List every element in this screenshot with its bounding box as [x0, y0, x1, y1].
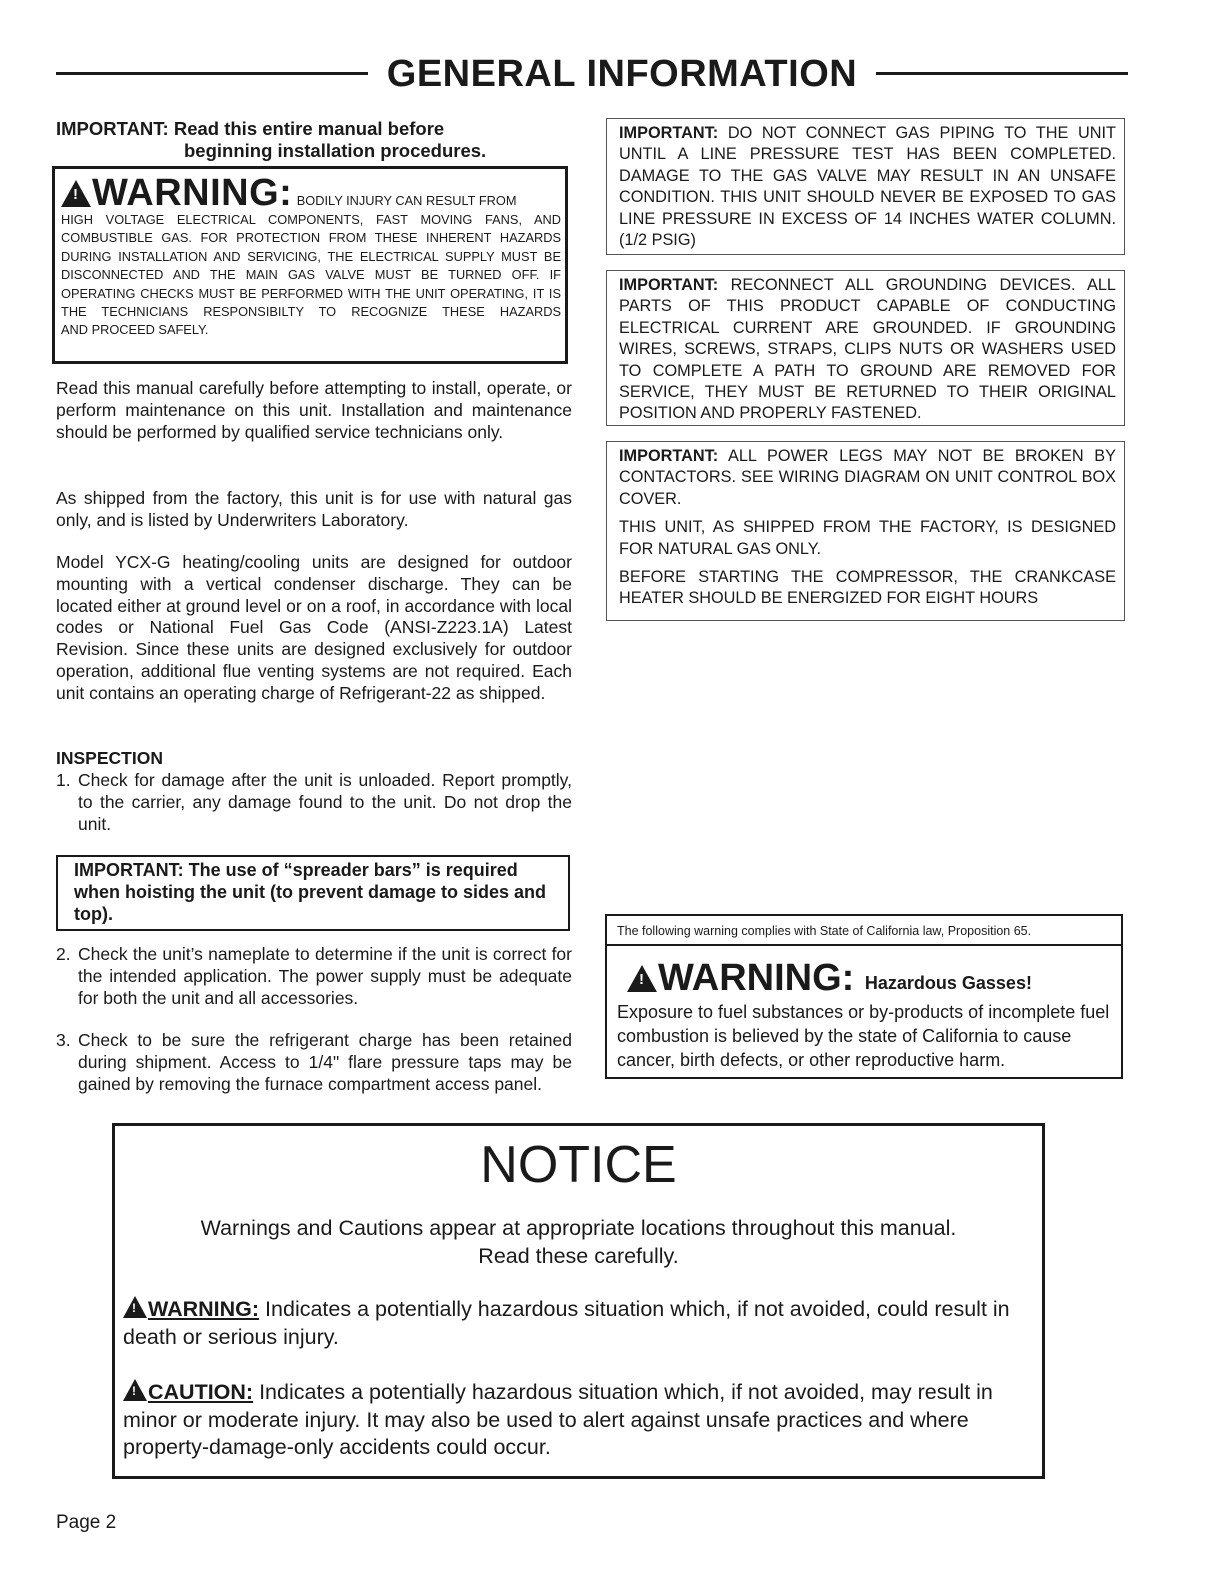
prop65-note: The following warning complies with State of California law, Proposition 65.: [617, 924, 1032, 938]
model-description-paragraph: Model YCX-G heating/cooling units are designed for outdoor mounting with a vertical condenser discharge. They can be located either at ground level or on a roof, in accordance with local codes or National Fuel Gas Code (ANSI-Z223.1A) Latest Revision. Since these units are designed exclusively for outdoor operation, additional flue venting systems are not required. Each unit contains an operating charge of Refrigerant-22 as shipped.: [56, 552, 572, 703]
prop65-subheading: Hazardous Gasses!: [864, 973, 1032, 993]
important-power-text: ALL POWER LEGS MAY NOT BE BROKEN BY CONTACTORS. SEE WIRING DIAGRAM ON UNIT CONTROL BOX COVER.: [619, 447, 1116, 508]
important-ground-text: RECONNECT ALL GROUNDING DEVICES. ALL PARTS OF THIS PRODUCT CAPABLE OF CONDUCTING ELECTRICAL CURRENT ARE GROUNDED. IF GROUNDING WIRES, SCREWS, STRAPS, CLIPS NUTS OR WASHERS USED TO COMPLETE A PATH TO GROUND ARE REMOVED FOR SERVICE, THEY MUST BE RETURNED TO THEIR ORIGINAL POSITION AND PROPERLY FASTENED.: [619, 276, 1116, 423]
natural-gas-only-text: THIS UNIT, AS SHIPPED FROM THE FACTORY, IS DESIGNED FOR NATURAL GAS ONLY.: [619, 518, 1116, 558]
notice-box: [112, 1123, 1045, 1479]
prop65-heading-row: [627, 958, 1032, 1003]
natural-gas-paragraph: As shipped from the factory, this unit is for use with natural gas only, and is listed by Underwriters Laboratory.: [56, 488, 572, 530]
prop65-warning-box: [605, 914, 1123, 1079]
warning-body: HIGH VOLTAGE ELECTRICAL COMPONENTS, FAST MOVING FANS, AND COMBUSTIBLE GAS. FOR PROTECTION FROM THESE INHERENT HAZARDS DURING INSTALLATION AND SERVICING, THE ELECTRICAL SUPPLY MUST BE DISCONNECTED AND THE MAIN GAS VALVE MUST BE TURNED OFF. IF OPERATING CHECKS MUST BE PERFORMED WITH THE UNIT OPERATING, IT IS THE TECHNICIANS RESPONSIBILTY TO RECOGNIZE THESE HAZARDS: [61, 212, 561, 320]
notice-intro-line1: Warnings and Cautions appear at appropriate locations throughout this manual.: [200, 1216, 957, 1240]
spreader-bars-notice: IMPORTANT: The use of “spreader bars” is required when hoisting the unit (to prevent damage to sides and top).: [56, 855, 570, 931]
caution-term: CAUTION:: [148, 1380, 254, 1404]
item-text: Check the unit’s nameplate to determine if the unit is correct for the intended application. The power supply must be adequate for both the unit and all accessories.: [78, 944, 572, 1008]
page-number: Page 2: [56, 1512, 117, 1533]
notice-intro: [115, 1214, 1042, 1270]
warning-lead: BODILY INJURY CAN RESULT FROM: [296, 193, 517, 208]
notice-caution-definition: [123, 1379, 1035, 1462]
notice-title: NOTICE: [480, 1136, 677, 1194]
important-label: IMPORTANT:: [619, 276, 719, 294]
item-number: 1.: [56, 770, 71, 790]
title-row: [56, 52, 1128, 96]
caution-definition-text: Indicates a potentially hazardous situation which, if not avoided, may result in minor or moderate injury. It may also be used to alert against unsafe practices and where property-damage-only accidents could occur.: [123, 1380, 993, 1459]
prop65-divider: [607, 944, 1121, 946]
inspection-item: [56, 770, 572, 835]
inspection-heading: INSPECTION: [56, 748, 163, 768]
important-read-notice: [56, 118, 576, 162]
warning-triangle-icon: [627, 965, 657, 992]
title-rule-right: [876, 72, 1128, 75]
important-power-box: [606, 441, 1125, 621]
notice-intro-line2: Read these carefully.: [478, 1244, 679, 1268]
warning-box: [52, 166, 568, 364]
intro-paragraph: Read this manual carefully before attempting to install, operate, or perform maintenance on this unit. Installation and maintenance should be performed by qualified service technicians only.: [56, 378, 572, 442]
warning-triangle-icon: [123, 1296, 147, 1318]
warning-header: [61, 172, 561, 214]
warning-heading: WARNING:: [92, 172, 293, 214]
important-gas-piping-box: [606, 118, 1125, 255]
important-label: IMPORTANT:: [619, 124, 719, 142]
prop65-text: Exposure to fuel substances or by-products of incomplete fuel combustion is believed by the state of California to cause cancer, birth defects, or other reproductive harm.: [617, 1002, 1110, 1070]
warning-triangle-icon: [61, 180, 91, 207]
important-label: IMPORTANT:: [619, 447, 719, 465]
inspection-item: [56, 1030, 572, 1095]
important-gas-text: DO NOT CONNECT GAS PIPING TO THE UNIT UNTIL A LINE PRESSURE TEST HAS BEEN COMPLETED. DAMAGE TO THE GAS VALVE MAY RESULT IN AN UNSAFE CONDITION. THIS UNIT SHOULD NEVER BE EXPOSED TO GAS LINE PRESSURE IN EXCESS OF 14 INCHES WATER COLUMN. (1/2 PSIG): [619, 124, 1116, 250]
important-read-line1: IMPORTANT: Read this entire manual before: [56, 118, 445, 139]
warning-last-line: AND PROCEED SAFELY.: [61, 322, 209, 338]
item-text: Check for damage after the unit is unloaded. Report promptly, to the carrier, any damage found to the unit. Do not drop the unit.: [78, 770, 572, 834]
warning-definition-text: Indicates a potentially hazardous situation which, if not avoided, could result in death or serious injury.: [123, 1297, 1010, 1349]
warning-term: WARNING:: [148, 1297, 260, 1321]
prop65-heading: WARNING:: [658, 957, 855, 999]
caution-triangle-icon: [123, 1379, 147, 1401]
inspection-item: [56, 944, 572, 1009]
notice-warning-definition: [123, 1296, 1035, 1351]
item-text: Check to be sure the refrigerant charge has been retained during shipment. Access to 1/4" flare pressure taps may be gained by removing the furnace compartment access panel.: [78, 1030, 572, 1094]
page-title: GENERAL INFORMATION: [386, 53, 858, 95]
item-number: 3.: [56, 1030, 71, 1050]
item-number: 2.: [56, 944, 71, 964]
important-read-line2: beginning installation procedures.: [184, 140, 487, 161]
crankcase-heater-text: BEFORE STARTING THE COMPRESSOR, THE CRANKCASE HEATER SHOULD BE ENERGIZED FOR EIGHT HOURS: [619, 568, 1116, 608]
title-rule-left: [56, 72, 368, 75]
important-grounding-box: [606, 270, 1125, 426]
